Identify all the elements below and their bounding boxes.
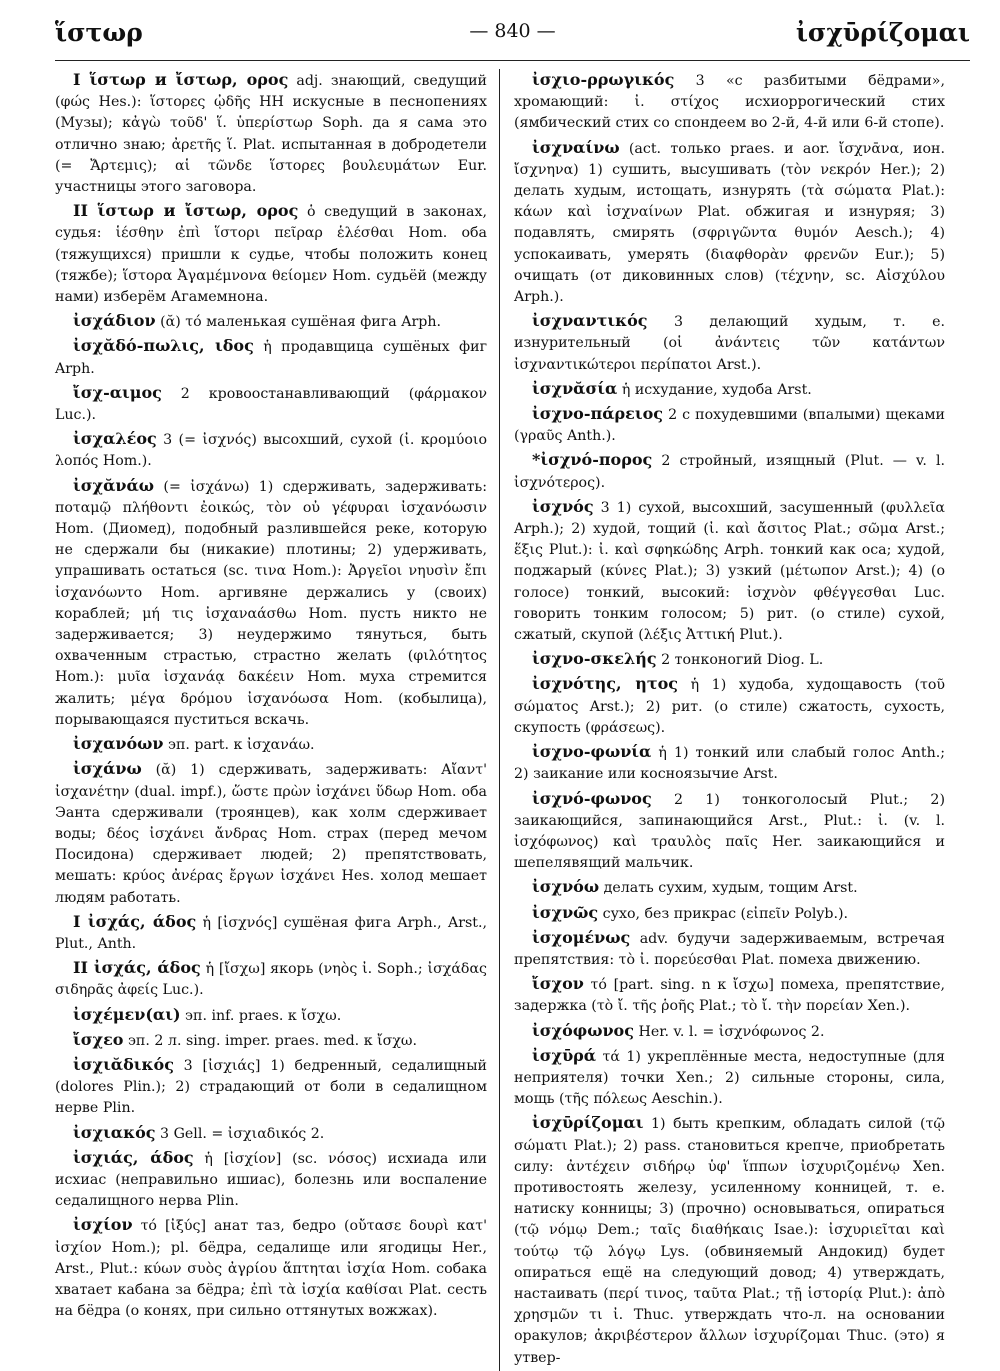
entry-headword: ἰσχνόω xyxy=(532,877,600,897)
entry-headword: ἰσχῡρίζομαι xyxy=(532,1113,644,1133)
dictionary-entry xyxy=(55,1147,487,1213)
entry-headword: ἰσχνό-φωνος xyxy=(532,788,652,808)
left-column xyxy=(55,69,500,1371)
entry-definition: (act. только praes. и aor. ἴσχνᾱνα, ион. ἴσχνηνα) 1) сушить, высушивать (τὸν νεκρόν Her.); 2) делать худым, истощать, изнурять (τὰ σώματα Plat.): κάων καὶ ἰσχναίνων Plat. обжигая и изнуряя; 3) подавлять, смирять (σφριγῶντα θυμόν Aesch.); 4) успокаивать, умерять (διαφθορὰν φρενῶν Eur.); 5) очищать (от диковинных слов) (τέχνην, sc. Αἰσχύλου Arph.). xyxy=(514,140,945,306)
header-right-headword: ἰσχῡρίζομαι xyxy=(795,18,970,47)
entry-definition: эп. 2 л. sing. imper. praes. med. к ἴσχω. xyxy=(123,1032,418,1049)
dictionary-entry xyxy=(514,378,945,401)
dictionary-entry xyxy=(514,310,945,376)
entry-headword: I ἵστωρ и ἴστωρ, ορος xyxy=(73,70,289,89)
entry-headword: ἰσχιακός xyxy=(73,1122,156,1142)
entry-definition: эп. inf. praes. к ἴσχω. xyxy=(180,1007,342,1024)
entry-headword: ἰσχανόων xyxy=(73,734,164,754)
dictionary-entry xyxy=(514,69,945,135)
dictionary-entry xyxy=(514,927,945,971)
entry-definition: 2 стройный, изящный (Plut. — v. l. ἰσχνότερος). xyxy=(514,453,945,491)
header-left-headword: ἵστωρ xyxy=(55,18,143,47)
dictionary-entry xyxy=(514,673,945,739)
dictionary-entry xyxy=(55,382,487,426)
entry-headword: ἰσχιάς, άδος xyxy=(73,1147,194,1167)
dictionary-entry xyxy=(514,973,945,1017)
entry-headword: ἰσχῡρά xyxy=(532,1045,597,1065)
entry-headword: ἰσχιᾰδικός xyxy=(73,1054,174,1074)
entry-definition: 2 тонконогий Diog. L. xyxy=(656,652,824,669)
entry-definition: ἡ исхудание, худоба Arst. xyxy=(617,381,812,398)
dictionary-entry xyxy=(55,1122,487,1145)
dictionary-entry xyxy=(514,902,945,925)
dictionary-entry xyxy=(514,1045,945,1111)
entry-headword: ἰσχέμεν(αι) xyxy=(73,1004,181,1024)
entry-definition: ἡ продавщица сушёных фиг Arph. xyxy=(55,339,487,377)
dictionary-entry xyxy=(55,1214,487,1322)
dictionary-entry xyxy=(55,475,487,731)
entry-definition: сухо, без прикрас (εἰπεῖν Polyb.). xyxy=(598,905,849,922)
entry-definition: (ᾰ) τό маленькая сушёная фига Arph. xyxy=(155,314,441,331)
entry-definition: adj. знающий, сведущий (φώς Hes.): ἵστορες ᾠδῆς HH искусные в песнопениях (Музы); κἀγὼ τοῦδ' ἵ. ὑπερίστωρ Soph. да я сама это отлично знаю; ἀρετῆς ἵ. Plat. испытанная в добродетели (= Ἄρτεμις); αἱ τῶνδε ἵστορες βουλευμάτων Eur. участницы этого заговора. xyxy=(55,73,487,196)
entry-definition: ὁ сведущий в законах, судья: ἱέσθην ἐπὶ ἵστορι πεῖραρ ἑλέσθαι Hom. оба (тяжущихся) пришли к судье, чтобы положить конец (тяжбе); ἵστορα Ἀγαμέμνονα θείομεν Hom. судьёй (между нами) изберём Агамемнона. xyxy=(55,204,487,306)
dictionary-entry xyxy=(514,788,945,875)
dictionary-entry xyxy=(514,876,945,899)
dictionary-entry xyxy=(55,69,487,198)
dictionary-entry xyxy=(55,733,487,756)
entry-headword: ἰσχναντικός xyxy=(532,311,648,331)
entry-headword: ἰσχνῶς xyxy=(532,902,599,922)
entry-definition: 3 «с разбитыми бёдрами», хромающий: ἰ. στίχος исхиоррогический стих (ямбический стих со спондеем во 2-й, 4-й или 6-й стопе). xyxy=(514,73,945,132)
entry-definition: 2 с похудевшими (впалыми) щеками (γραῦς Anth.). xyxy=(514,407,945,445)
entry-headword: ἰσχαλέος xyxy=(73,429,157,449)
entry-headword: ἰσχίον xyxy=(73,1215,133,1235)
dictionary-entry xyxy=(514,741,945,785)
entry-definition: 3 делающий худым, т. е. изнурительный (οἱ ἀνάντεις τῶν κατάντων ἰσχναντικώτεροι περίπατοι Arst.). xyxy=(514,314,945,373)
entry-definition: 2 кровоостанавливающий (φάρμακον Luc.). xyxy=(55,385,487,424)
entry-definition: ἡ 1) тонкий или слабый голос Anth.; 2) заикание или косноязычие Arst. xyxy=(514,745,945,783)
text-columns xyxy=(55,69,970,1371)
entry-definition: τό [part. sing. n к ἴσχω] помеха, препятствие, задержка (τὸ ἴ. τῆς ῥοῆς Plat.; τὸ ἴ. τὴν πορείαν Xen.). xyxy=(514,977,945,1015)
entry-headword: ἰσχναίνω xyxy=(532,137,620,157)
entry-headword: ἰσχάνω xyxy=(73,759,142,779)
entry-headword: ἴσχ-αιμος xyxy=(73,382,162,402)
entry-headword: ἰσχνο-σκελής xyxy=(532,649,657,669)
entry-definition: делать сухим, худым, тощим Arst. xyxy=(599,880,858,897)
entry-definition: 1) быть крепким, обладать силой (τῷ σώματι Plat.); 2) pass. становиться крепче, приобретать силу: ἀντέχειν σιδήρῳ ὑφ' ἵππων ἰσχυριζομένῳ Xen. противостоять железу, усиленному конницей, т. е. натиску конницы; 3) (прочно) основываться, опираться (τῷ νόμῳ Dem.; ταῖς διαθήκαις Isae.): ἰσχυριεῖται καὶ τούτῳ τῷ λόγῳ Lys. (обвиняемый Андокид) будет опираться ещё на следующий довод; 4) утверждать, настаивать (περί τινος, ταῦτα Plat.; τῇ ἱστορίᾳ Plut.): ἀπὸ χρησμῶν τι ἰ. Thuc. утверждать что-л. на основании оракулов; ἀκριβέστερον ἄλλων ἰσχυρίζομαι Thuc. (это) я утвер- xyxy=(514,1116,945,1366)
entry-definition: τό [ἰξύς] анат таз, бедро (οὔτασε δουρὶ κατ' ἰσχίον Hom.); pl. бёдра, седалище или ягодицы Her., Arst., Plut.: κύων συὸς ἀγρίου ἅπτηται ἰσχία Hom. собака хватает кабана за бёдра; ἐπὶ τὰ ἰσχία καθίσαι Plat. сесть на бёдра (о конях, при сильно оттянутых вожжах). xyxy=(55,1218,487,1320)
entry-headword: ἰσχνός xyxy=(532,496,594,516)
entry-headword: II ἰσχάς, άδος xyxy=(73,958,201,978)
entry-headword: ἰσχνᾰσία xyxy=(532,378,618,398)
entry-headword: ἰσχόφωνος xyxy=(532,1020,634,1040)
dictionary-entry xyxy=(514,496,945,646)
dictionary-entry xyxy=(514,449,945,493)
page-header xyxy=(55,10,970,61)
entry-definition: τά 1) укреплённые места, недоступные (для неприятеля) точки Xen.; 2) сильные стороны, сила, мощь (τῆς πόλεως Aeschin.). xyxy=(514,1048,945,1108)
entry-headword: ἴσχεο xyxy=(73,1029,124,1049)
entry-definition: эп. part. к ἰσχανάω. xyxy=(163,737,315,754)
entry-headword: ἰσχνο-φωνία xyxy=(532,742,652,762)
right-column xyxy=(500,69,945,1371)
dictionary-entry xyxy=(514,137,945,309)
entry-definition: 2 1) тонкоголосый Plut.; 2) заикающийся, запинающийся Arst., Plut.: ἰ. (v. l. ἰσχόφωνος) καὶ τραυλὸς παῖς Her. заикающийся и шепелявящий мальчик. xyxy=(514,791,945,872)
dictionary-entry xyxy=(514,1112,945,1368)
entry-definition: 3 [ἰσχιάς] 1) бедренный, седалищный (dolores Plin.); 2) страдающий от боли в седалищном нерве Plin. xyxy=(55,1057,487,1117)
entry-definition: ἡ [ἴσχω] якорь (νηὸς ἰ. Soph.; ἰσχάδας σιδηρᾶς ἀφείς Luc.). xyxy=(55,961,487,999)
entry-headword: I ἰσχάς, άδος xyxy=(73,911,197,931)
entry-headword: ἰσχνο-πάρειος xyxy=(532,404,664,424)
dictionary-entry xyxy=(55,1029,487,1052)
entry-headword: ἴσχον xyxy=(532,974,584,994)
dictionary-entry xyxy=(55,1004,487,1027)
dictionary-entry xyxy=(55,200,487,308)
dictionary-entry xyxy=(55,310,487,333)
dictionary-entry xyxy=(55,758,487,908)
entry-definition: 3 (= ἰσχνός) высохший, сухой (ἰ. κρομύοιο λοπός Hom.). xyxy=(55,432,487,470)
entry-definition: ἡ 1) худоба, худощавость (τοῦ σώματος Arst.); 2) рит. (о стиле) сжатость, сухость, скупость (φράσεως). xyxy=(514,677,945,736)
entry-headword: ἰσχάδιον xyxy=(73,311,156,331)
entry-definition: (ᾰ) 1) сдерживать, задерживать: Αἴαντ' ἰσχανέτην (dual. impf.), ὥστε πρὼν ἰσχάνει ὕδωρ Hom. оба Эанта сдерживали (троянцев), как холм сдерживает воды; δέος ἰσχάνει ἄνδρας Hom. страх (перед мечом Посидона) сдерживает людей; 2) препятствовать, мешать: κρύος ἀνέρας ἔργων ἰσχάνει Hes. холод мешает людям работать. xyxy=(55,762,487,906)
dictionary-entry xyxy=(55,957,487,1001)
dictionary-entry xyxy=(514,648,945,671)
entry-headword: II ἵστωρ и ἴστωρ, ορος xyxy=(73,201,299,221)
entry-headword: ἰσχνότης, ητος xyxy=(532,674,679,694)
entry-headword: ἰσχᾰδό-πωλις, ιδος xyxy=(73,336,254,356)
entry-definition: 3 1) сухой, высохший, засушенный (φυλλεῖα Arph.); 2) худой, тощий (ἰ. καὶ ἄσιτος Plat.; σῶμα Arst.; ἕξις Plut.): ἰ. καὶ σφηκώδης Arph. тонкий как оса; худой, поджарый (κύνες Plat.); 3) узкий (μέτωπον Arst.); 4) (о голосе) тонкий, высокий: ἰσχνὸν φθέγγεσθαι Luc. говорить тонким голосом; 5) рит. (о стиле) сухой, сжатый, скупой (λέξις Ἀττική Plut.). xyxy=(514,499,945,644)
entry-definition: adv. будучи задерживаемым, встречая препятствия: τὸ ἰ. πορεύεσθαι Plat. помеха движению. xyxy=(514,930,945,968)
entry-definition: Her. v. l. = ἰσχνόφωνος 2. xyxy=(633,1023,825,1040)
dictionary-entry xyxy=(55,335,487,379)
entry-definition: ἡ [ἰσχνός] сушёная фига Arph., Arst., Plut., Anth. xyxy=(55,914,487,952)
entry-headword: *ἰσχνό-πορος xyxy=(532,450,653,470)
dictionary-entry xyxy=(514,403,945,447)
entry-definition: 3 Gell. = ἰσχιαδικός 2. xyxy=(155,1125,325,1142)
dictionary-entry xyxy=(55,911,487,955)
entry-headword: ἰσχᾰνάω xyxy=(73,475,155,495)
dictionary-entry xyxy=(55,428,487,472)
entry-headword: ἰσχιο-ρρωγικός xyxy=(532,70,675,89)
entry-headword: ἰσχομένως xyxy=(532,927,631,947)
dictionary-entry xyxy=(55,1054,487,1120)
entry-definition: (= ἰσχάνω) 1) сдерживать, задерживать: ποταμῷ πλήθοντι ἐοικώς, τὸν οὐ γέφυραι ἰσχανόωσιν Hom. (Диомед), подобный разлившейся реке, которую не сдержали бы (никакие) плотины; 2) удерживать, упрашивать остаться (sc. τινα Hom.): Ἀργεῖοι νηυσὶν ἔπι ἰσχανόωντο Hom. аргивяне держались у (своих) кораблей; μή τις ἰσχαναάσθω Hom. пусть никто не задерживается; 3) неудержимо тянуться, быть охваченным страстью, страстно желать (φιλότητος Hom.): μυῖα ἰσχανάᾳ δακέειν Hom. муха стремится жалить; μέγα δρόμου ἰσχανόωσα Hom. (кобылица), порывающаяся пуститься вскачь. xyxy=(55,478,487,728)
dictionary-entry xyxy=(514,1020,945,1043)
page-number: — 840 — xyxy=(469,20,556,42)
entry-definition: ἡ [ἰσχίον] (sc. νόσος) исхиада или исхиас (неправильно ишиас), болезнь или воспаление седалищного нерва Plin. xyxy=(55,1150,487,1210)
